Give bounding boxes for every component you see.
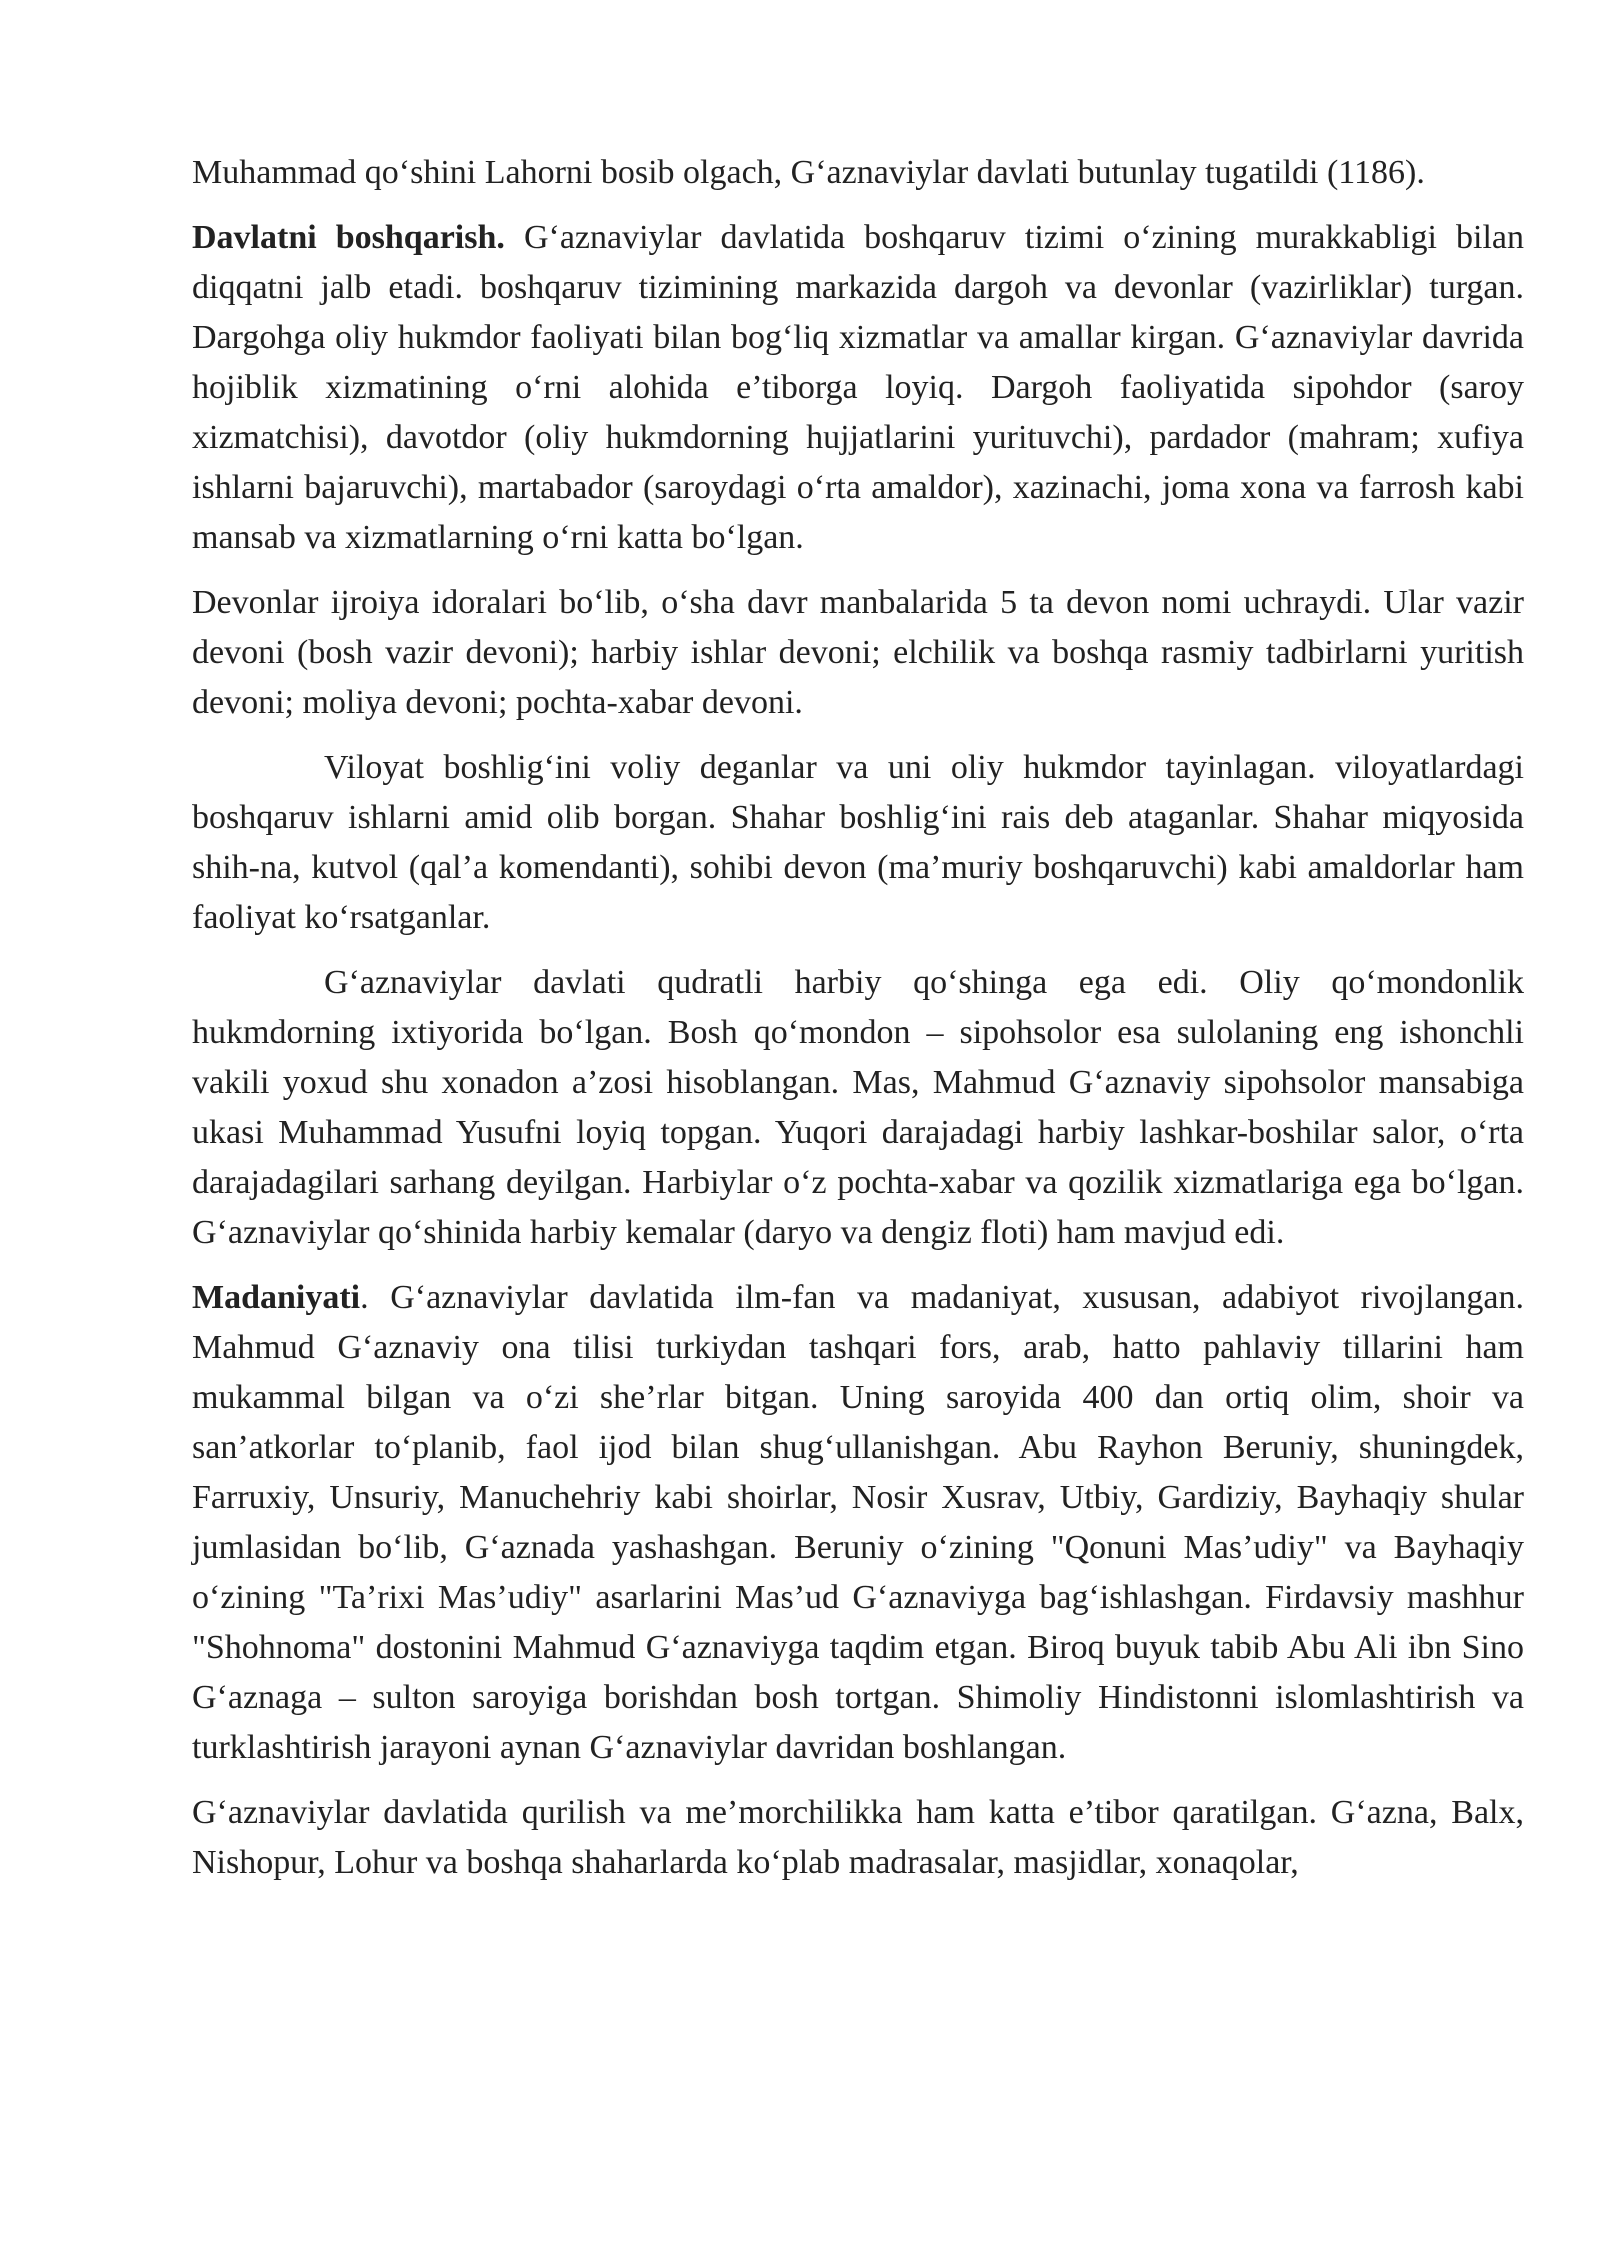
paragraph-text: G‘aznaviylar davlatida boshqaruv tizimi o‘zining murakkabligi bilan diqqatni jalb etadi. boshqaruv tizimining markazida dargoh va devonlar (vazirliklar) turgan. Dargohga oliy hukmdor faoliyati bilan bog‘liq xizmatlar va amallar kirgan. G‘aznaviylar davrida hojiblik xizmatining o‘rni alohida e’tiborga loyiq. Dargoh faoliyatida sipohdor (saroy xizmatchisi), davotdor (oliy hukmdorning hujjatlarini yurituvchi), pardador (mahram; xufiya ishlarni bajaruvchi), martabador (saroydagi o‘rta amaldor), xazinachi, joma xona va farrosh kabi mansab va xizmatlarning o‘rni katta bo‘lgan. bbox=[192, 219, 1524, 556]
paragraph-state-governance bbox=[192, 213, 1524, 563]
paragraph-text: Muhammad qo‘shini Lahorni bosib olgach, G‘aznaviylar davlati butunlay tugatildi (1186). bbox=[192, 154, 1425, 191]
paragraph-architecture bbox=[192, 1788, 1524, 1888]
paragraph-devons bbox=[192, 578, 1524, 728]
paragraph-provinces bbox=[192, 743, 1524, 943]
section-heading-culture: Madaniyati bbox=[192, 1279, 361, 1316]
paragraph-text: G‘aznaviylar davlati qudratli harbiy qo‘shinga ega edi. Oliy qo‘mondonlik hukmdorning ixtiyorida bo‘lgan. Bosh qo‘mondon – sipohsolor esa sulolaning eng ishonchli vakili yoxud shu xonadon a’zosi hisoblangan. Mas, Mahmud G‘aznaviy sipohsolor mansabiga ukasi Muhammad Yusufni loyiq topgan. Yuqori darajadagi harbiy lashkar-boshilar salor, o‘rta darajadagilari sarhang deyilgan. Harbiylar o‘z pochta-xabar va qozilik xizmatlariga ega bo‘lgan. G‘aznaviylar qo‘shinida harbiy kemalar (daryo va dengiz floti) ham mavjud edi. bbox=[192, 964, 1524, 1251]
paragraph-conclusion-1186 bbox=[192, 148, 1524, 198]
paragraph-text: Viloyat boshlig‘ini voliy deganlar va uni oliy hukmdor tayinlagan. viloyatlardagi boshqaruv ishlarni amid olib borgan. Shahar boshlig‘ini rais deb ataganlar. Shahar miqyosida shih-na, kutvol (qal’a komendanti), sohibi devon (ma’muriy boshqaruvchi) kabi amaldorlar ham faoliyat ko‘rsatganlar. bbox=[192, 749, 1524, 936]
paragraph-text: Devonlar ijroiya idoralari bo‘lib, o‘sha davr manbalarida 5 ta devon nomi uchraydi. Ular vazir devoni (bosh vazir devoni); harbiy ishlar devoni; elchilik va boshqa rasmiy tadbirlarni yuritish devoni; moliya devoni; pochta-xabar devoni. bbox=[192, 584, 1524, 721]
paragraph-army bbox=[192, 958, 1524, 1258]
paragraph-text: G‘aznaviylar davlatida qurilish va me’morchilikka ham katta e’tibor qaratilgan. G‘azna, Balx, Nishopur, Lohur va boshqa shaharlarda ko‘plab madrasalar, masjidlar, xonaqolar, bbox=[192, 1794, 1524, 1881]
document-page bbox=[192, 148, 1524, 1903]
paragraph-culture bbox=[192, 1273, 1524, 1773]
paragraph-text: . G‘aznaviylar davlatida ilm-fan va madaniyat, xususan, adabiyot rivojlangan. Mahmud G‘aznaviy ona tilisi turkiydan tashqari fors, arab, hatto pahlaviy tillarini ham mukammal bilgan va o‘zi she’rlar bitgan. Uning saroyida 400 dan ortiq olim, shoir va san’atkorlar to‘planib, faol ijod bilan shug‘ullanishgan. Abu Rayhon Beruniy, shuningdek, Farruxiy, Unsuriy, Manuchehriy kabi shoirlar, Nosir Xusrav, Utbiy, Gardiziy, Bayhaqiy shular jumlasidan bo‘lib, G‘aznada yashashgan. Beruniy o‘zining "Qonuni Mas’udiy" va Bayhaqiy o‘zining "Ta’rixi Mas’udiy" asarlarini Mas’ud G‘aznaviyga bag‘ishlashgan. Firdavsiy mashhur "Shohnoma" dostonini Mahmud G‘aznaviyga taqdim etgan. Biroq buyuk tabib Abu Ali ibn Sino G‘aznaga – sulton saroyiga borishdan bosh tortgan. Shimoliy Hindistonni islomlashtirish va turklashtirish jarayoni aynan G‘aznaviylar davridan boshlangan. bbox=[192, 1279, 1524, 1766]
section-heading-governance: Davlatni boshqarish. bbox=[192, 219, 505, 256]
